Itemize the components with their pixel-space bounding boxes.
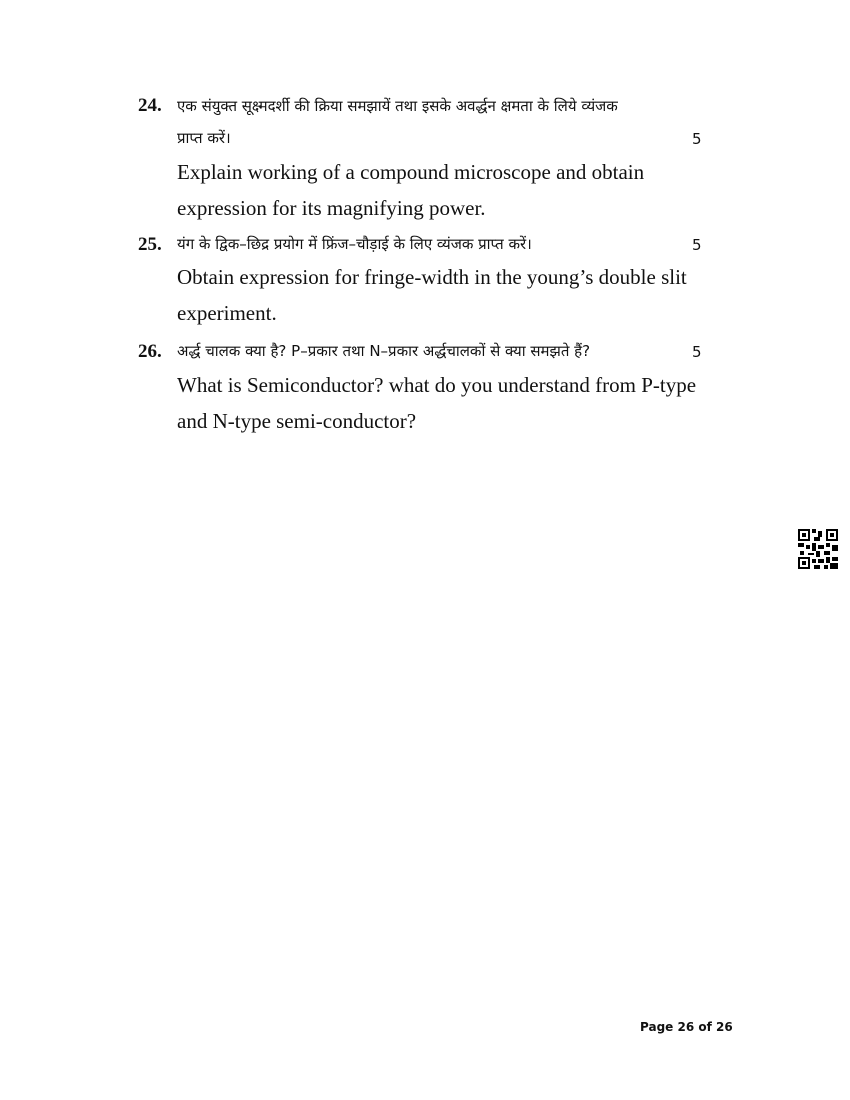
question-marks: 5 — [692, 236, 702, 254]
question-hindi-line: प्राप्त करें। — [177, 129, 231, 147]
question-number: 26. — [138, 341, 162, 362]
question-hindi-line: यंग के द्विक–छिद्र प्रयोग में फ्रिंज–चौड़ाई के लिए व्यंजक प्राप्त करें। — [177, 235, 532, 253]
question-hindi-line: एक संयुक्त सूक्ष्मदर्शी की क्रिया समझायें तथा इसके अवर्द्धन क्षमता के लिये व्यंजक — [177, 97, 618, 115]
question-english-line: and N-type semi-conductor? — [177, 409, 417, 433]
question-marks: 5 — [692, 130, 702, 148]
page-number: Page 26 of 26 — [640, 1020, 733, 1034]
question-number: 25. — [138, 234, 162, 255]
question-english-line: Obtain expression for fringe-width in the young’s double slit — [177, 265, 687, 289]
question-hindi-line: अर्द्ध चालक क्या है? P–प्रकार तथा N–प्रकार अर्द्धचालकों से क्या समझते हैं? — [177, 342, 591, 360]
question-marks: 5 — [692, 343, 702, 361]
question-english-line: experiment. — [177, 301, 277, 325]
question-english-line: expression for its magnifying power. — [177, 196, 486, 220]
question-english-line: Explain working of a compound microscope and obtain — [177, 160, 645, 184]
question-number: 24. — [138, 95, 162, 116]
qr-code-icon — [798, 529, 838, 569]
question-english-line: What is Semiconductor? what do you understand from P-type — [177, 373, 697, 397]
